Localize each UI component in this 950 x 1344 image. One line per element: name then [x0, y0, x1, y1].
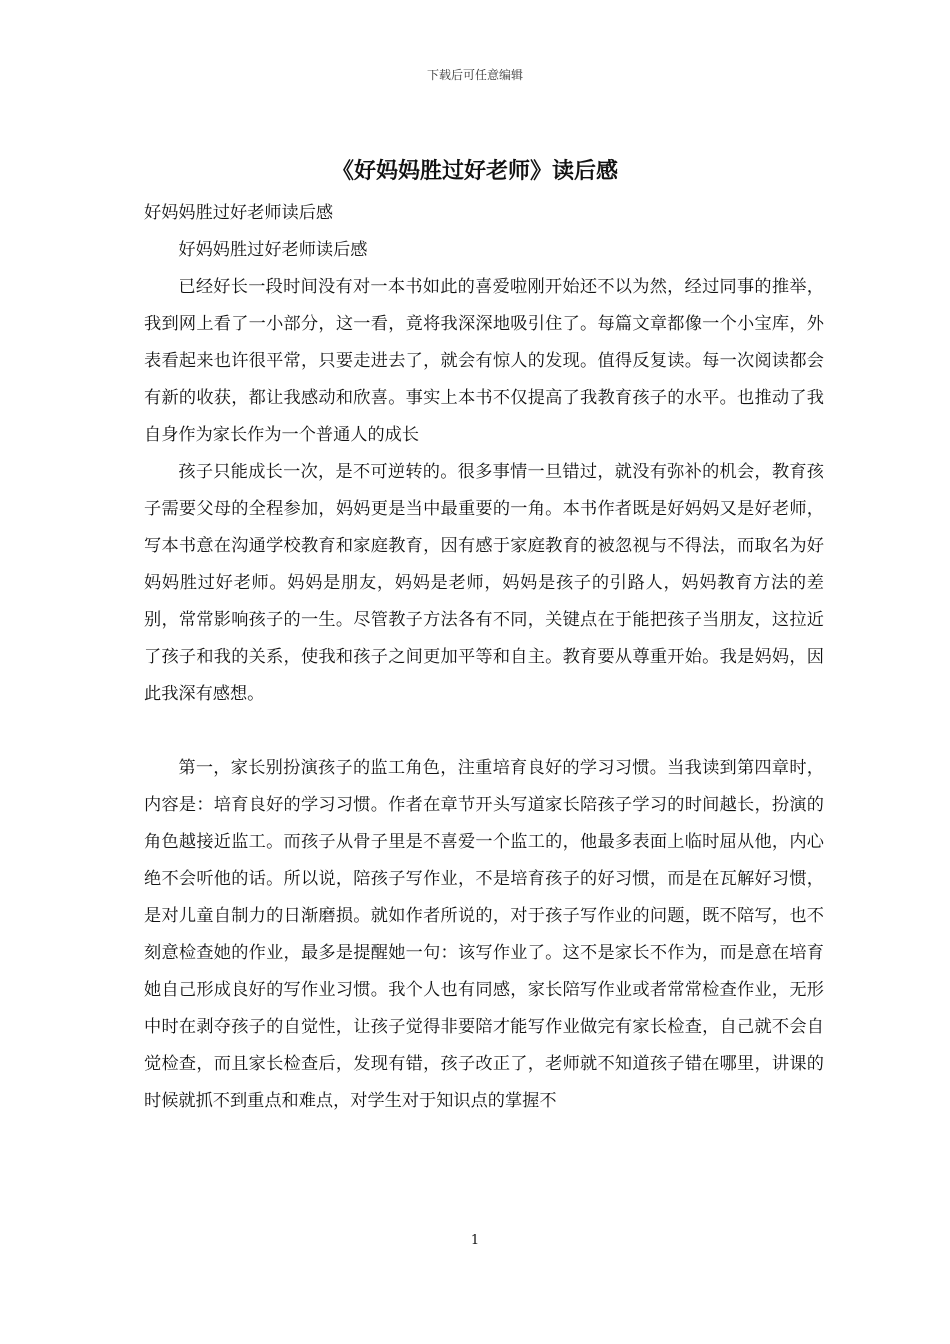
document-body: [144, 195, 824, 1120]
body-paragraph: 好妈妈胜过好老师读后感: [178, 240, 368, 260]
header-note: 下载后可任意编辑: [426, 68, 523, 82]
body-paragraph: 第一，家长别扮演孩子的监工角色，注重培育良好的学习习惯。当我读到第四章时，内容是：培育良好的学习习惯。作者在章节开头写道家长陪孩子学习的时间越长，扮演的角色越接近监工。而孩子从骨子里是不喜爱一个监工的，他最多表面上临时屈从他，内心绝不会听他的话。所以说，陪孩子写作业，不是培育孩子的好习惯，而是在瓦解好习惯，是对儿童自制力的日渐磨损。就如作者所说的，对于孩子写作业的问题，既不陪写，也不刻意检查她的作业，最多是提醒她一句：该写作业了。这不是家长不作为，而是意在培育她自己形成良好的写作业习惯。我个人也有同感，家长陪写作业或者常常检查作业，无形中时在剥夺孩子的自觉性，让孩子觉得非要陪才能写作业做完有家长检查，自己就不会自觉检查，而且家长检查后，发现有错，孩子改正了，老师就不知道孩子错在哪里，讲课的时候就抓不到重点和难点，对学生对于知识点的掌握不: [144, 758, 824, 1111]
body-paragraph: 孩子只能成长一次，是不可逆转的。很多事情一旦错过，就没有弥补的机会，教育孩子需要父母的全程参加，妈妈更是当中最重要的一角。本书作者既是好妈妈又是好老师，写本书意在沟通学校教育和家庭教育，因有感于家庭教育的被忽视与不得法，而取名为好妈妈胜过好老师。妈妈是朋友，妈妈是老师，妈妈是孩子的引路人，妈妈教育方法的差别，常常影响孩子的一生。尽管教子方法各有不同，关键点在于能把孩子当朋友，这拉近了孩子和我的关系，使我和孩子之间更加平等和自主。教育要从尊重开始。我是妈妈，因此我深有感想。: [144, 462, 824, 704]
subtitle-paragraph: 好妈妈胜过好老师读后感: [144, 203, 334, 223]
body-paragraph: 已经好长一段时间没有对一本书如此的喜爱啦刚开始还不以为然，经过同事的推举，我到网上看了一小部分，这一看，竟将我深深地吸引住了。每篇文章都像一个小宝库，外表看起来也许很平常，只要走进去了，就会有惊人的发现。值得反复读。每一次阅读都会有新的收获，都让我感动和欣喜。事实上本书不仅提高了我教育孩子的水平。也推动了我自身作为家长作为一个普通人的成长: [144, 277, 824, 445]
page-number: 1: [470, 1233, 480, 1248]
document-title: 《好妈妈胜过好老师》读后感: [331, 158, 618, 184]
